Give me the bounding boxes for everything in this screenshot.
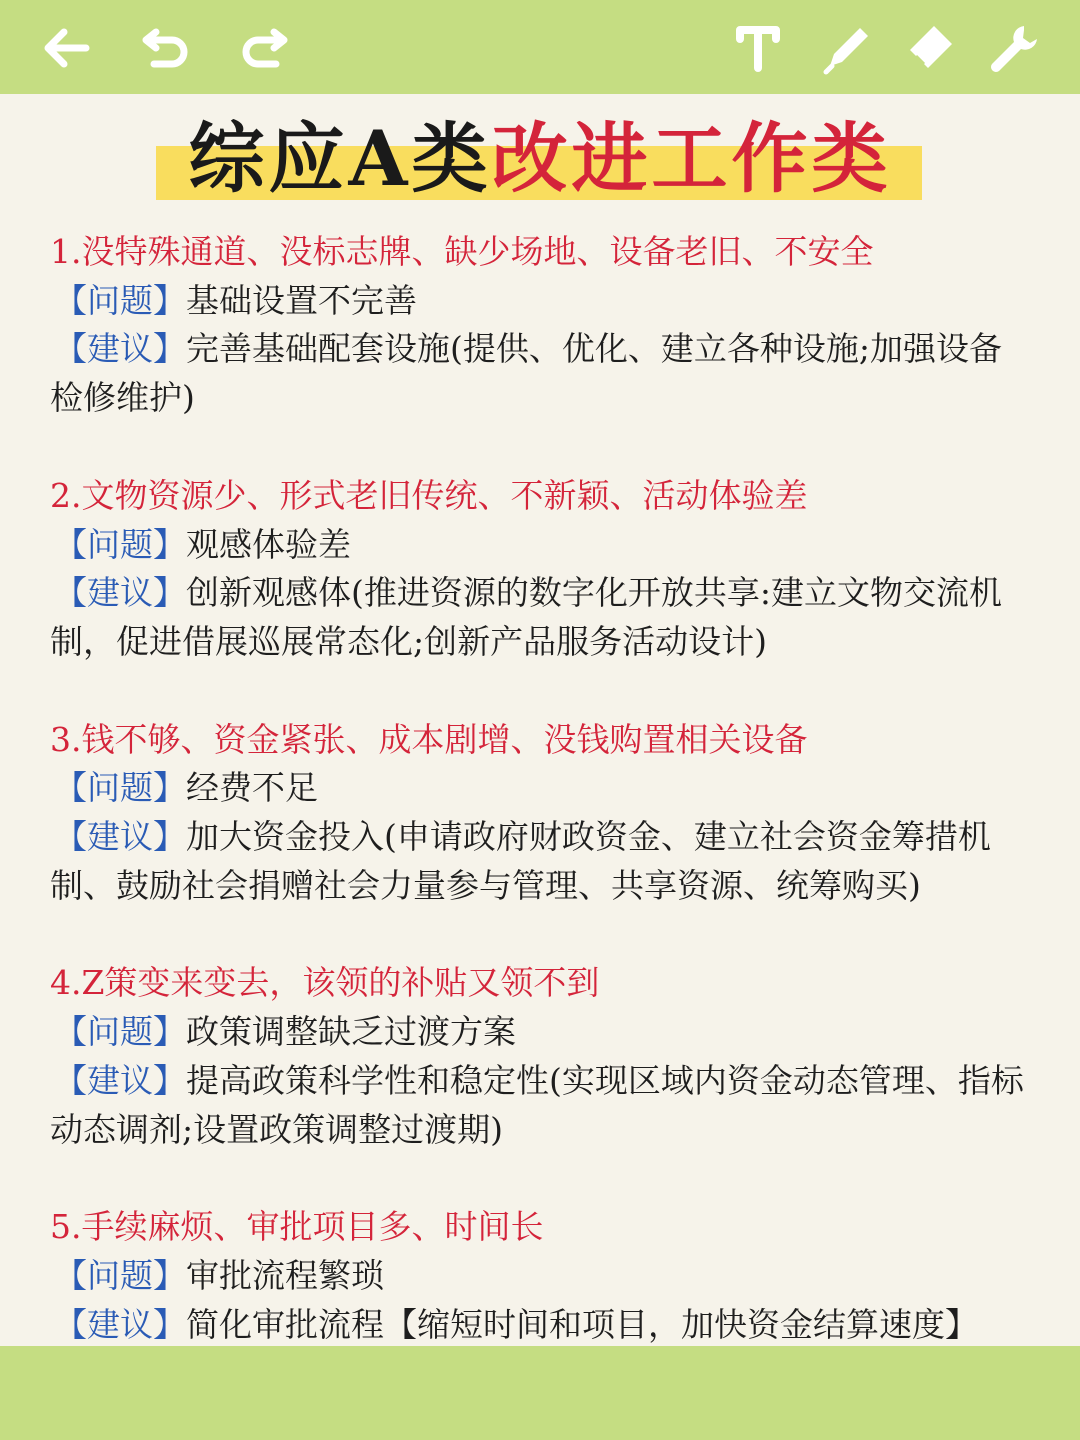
problem-tag: 【问题】 <box>54 768 186 808</box>
problem-line <box>50 1008 1030 1057</box>
advice-text: 加大资金投入(申请政府财政资金、建立社会资金筹措机制、鼓励社会捐赠社会力量参与管理、共享资源、统筹购买) <box>50 817 991 905</box>
item-heading: 4.Z策变来变去，该领的补贴又领不到 <box>50 963 600 1003</box>
eraser-icon[interactable] <box>902 20 958 76</box>
advice-tag: 【建议】 <box>54 1060 186 1100</box>
problem-line <box>50 1252 1030 1301</box>
item-heading: 1.没特殊通道、没标志牌、缺少场地、设备老旧、不安全 <box>50 232 874 271</box>
problem-tag: 【问题】 <box>54 1255 186 1295</box>
back-arrow-icon[interactable] <box>38 20 94 76</box>
advice-line <box>50 569 1030 666</box>
title-part-1: 综应A类 <box>188 114 492 203</box>
problem-line <box>50 521 1030 570</box>
advice-tag: 【建议】 <box>54 817 186 857</box>
advice-text: 简化审批流程【缩短时间和项目，加快资金结算速度】 <box>186 1304 978 1344</box>
top-toolbar <box>0 0 1080 94</box>
problem-line <box>50 764 1030 813</box>
undo-icon[interactable] <box>138 20 194 76</box>
redo-icon[interactable] <box>236 20 292 76</box>
advice-text: 创新观感体(推进资源的数字化开放共享:建立文物交流机制，促进借展巡展常态化;创新产品服务活动设计) <box>50 573 1002 661</box>
problem-line <box>50 277 1030 326</box>
advice-tag: 【建议】 <box>54 329 186 369</box>
pen-icon[interactable] <box>818 20 874 76</box>
item-heading: 5.手续麻烦、审批项目多、时间长 <box>50 1207 544 1247</box>
advice-line <box>50 325 1030 422</box>
problem-text: 基础设置不完善 <box>186 280 417 320</box>
content-list <box>50 228 1030 1349</box>
advice-tag: 【建议】 <box>54 1304 186 1344</box>
text-tool-icon[interactable] <box>730 20 786 76</box>
problem-text: 经费不足 <box>186 768 318 808</box>
advice-line <box>50 813 1030 910</box>
page-title <box>0 114 1080 204</box>
list-item <box>50 716 1030 911</box>
problem-tag: 【问题】 <box>54 280 186 320</box>
item-heading: 2.文物资源少、形式老旧传统、不新颖、活动体验差 <box>50 475 808 515</box>
advice-line <box>50 1057 1030 1154</box>
list-item <box>50 1203 1030 1349</box>
problem-text: 审批流程繁琐 <box>186 1255 384 1295</box>
advice-text: 提高政策科学性和稳定性(实现区域内资金动态管理、指标动态调剂;设置政策调整过渡期) <box>50 1060 1024 1149</box>
problem-tag: 【问题】 <box>54 1012 186 1052</box>
bottom-bar <box>0 1346 1080 1440</box>
list-item <box>50 472 1030 667</box>
item-heading: 3.钱不够、资金紧张、成本剧增、没钱购置相关设备 <box>50 719 808 759</box>
wrench-icon[interactable] <box>984 20 1040 76</box>
title-block <box>0 108 1080 208</box>
problem-tag: 【问题】 <box>54 524 186 564</box>
problem-text: 观感体验差 <box>186 524 351 564</box>
list-item <box>50 959 1030 1154</box>
advice-text: 完善基础配套设施(提供、优化、建立各种设施;加强设备检修维护) <box>50 329 1002 418</box>
list-item <box>50 228 1030 423</box>
advice-tag: 【建议】 <box>54 573 186 613</box>
title-part-2: 改进工作类 <box>491 114 892 203</box>
problem-text: 政策调整缺乏过渡方案 <box>186 1012 516 1052</box>
advice-line <box>50 1301 1030 1350</box>
